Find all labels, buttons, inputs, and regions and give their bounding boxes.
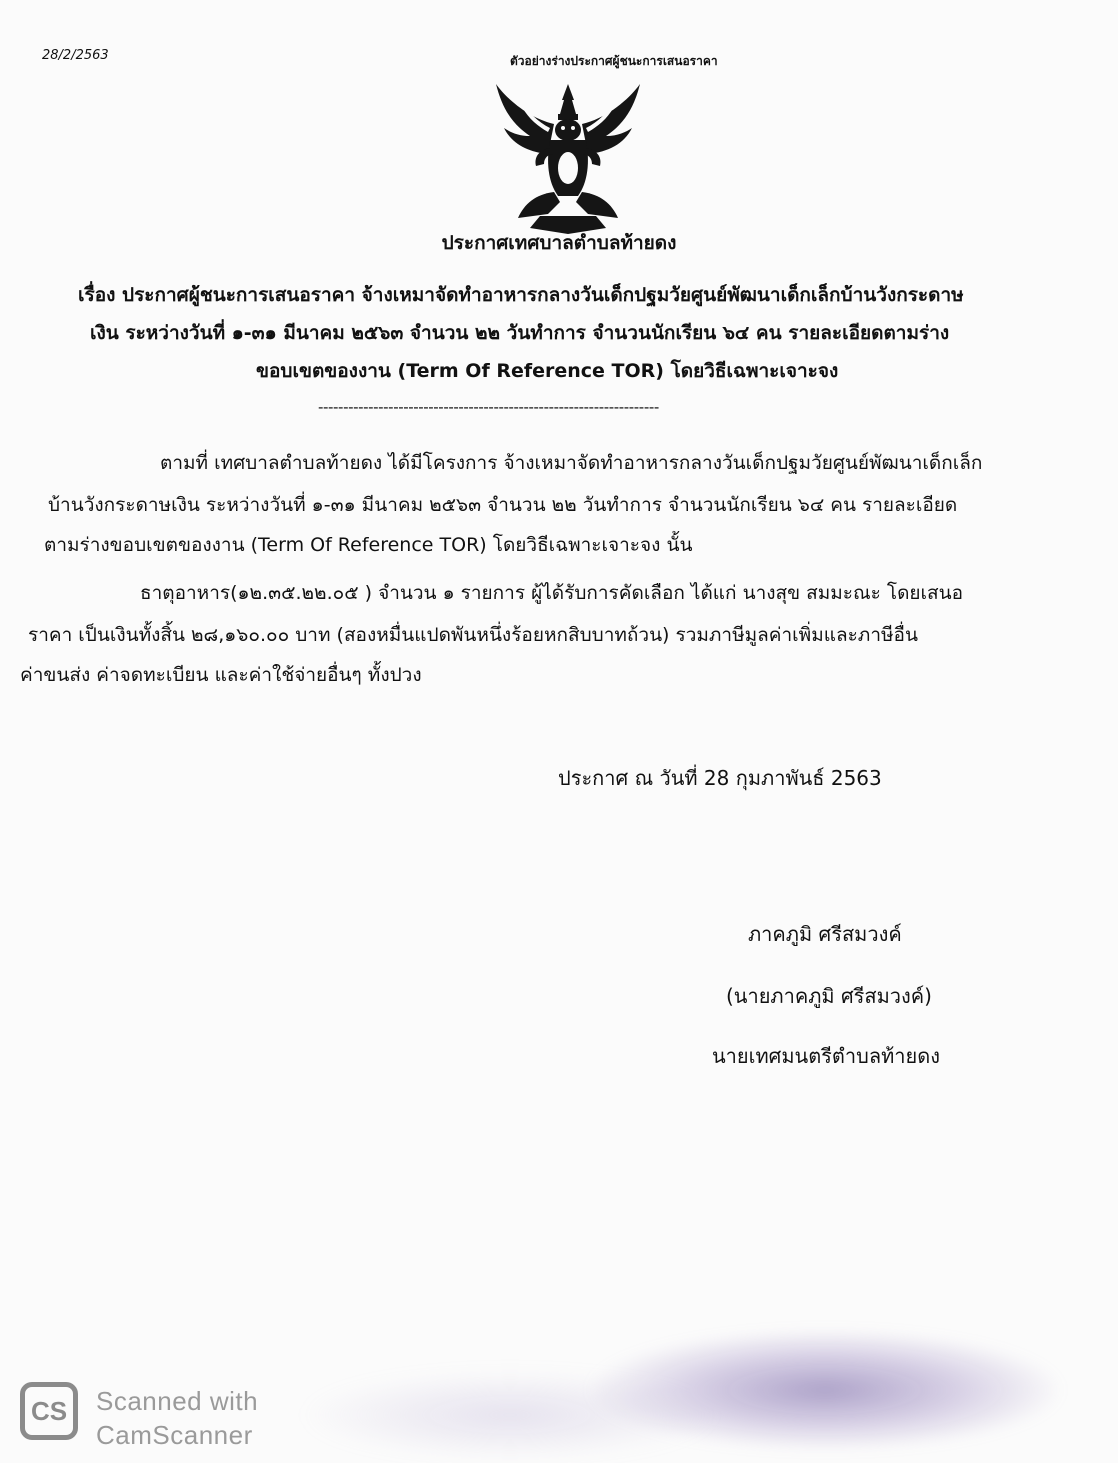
body-paragraph-1-line-1: ตามที่ เทศบาลตำบลท้ายดง ได้มีโครงการ จ้างเหมาจัดทำอาหารกลางวันเด็กปฐมวัยศูนย์พัฒนาเด็กเล็ก <box>160 452 983 474</box>
subject-line-1: เรื่อง ประกาศผู้ชนะการเสนอราคา จ้างเหมาจัดทำอาหารกลางวันเด็กปฐมวัยศูนย์พัฒนาเด็กเล็กบ้านวังกระดาษ <box>78 284 964 306</box>
header-note: ตัวอย่างร่างประกาศผู้ชนะการเสนอราคา <box>510 54 718 68</box>
signature-name-parenthesized: (นายภาคภูมิ ศรีสมวงค์) <box>726 984 932 1008</box>
header-date: 28/2/2563 <box>42 48 109 63</box>
subject-line-2: เงิน ระหว่างวันที่ ๑-๓๑ มีนาคม ๒๕๖๓ จำนวน ๒๒ วันทำการ จำนวนนักเรียน ๖๔ คน รายละเอียดตามร่าง <box>90 322 950 344</box>
watermark-line-2: CamScanner <box>96 1420 253 1450</box>
scan-smudge <box>590 1330 1060 1450</box>
divider-line: -------------------------------------------------------------------- <box>318 398 659 416</box>
announcement-date: ประกาศ ณ วันที่ 28 กุมภาพันธ์ 2563 <box>558 766 882 790</box>
garuda-emblem-icon <box>488 78 648 236</box>
body-paragraph-2-line-1: ธาตุอาหาร(๑๒.๓๕.๒๒.๐๕ ) จำนวน ๑ รายการ ผู้ได้รับการคัดเลือก ได้แก่ นางสุข สมมะณะ โดยเสนอ <box>140 582 964 604</box>
watermark-line-1: Scanned with <box>96 1386 259 1416</box>
signature-position: นายเทศมนตรีตำบลท้ายดง <box>712 1044 940 1068</box>
body-paragraph-1-line-3: ตามร่างขอบเขตของงาน (Term Of Reference TOR) โดยวิธีเฉพาะเจาะจง นั้น <box>44 534 693 556</box>
body-paragraph-2-line-3: ค่าขนส่ง ค่าจดทะเบียน และค่าใช้จ่ายอื่นๆ ทั้งปวง <box>20 664 422 686</box>
subject-line-3: ขอบเขตของงาน (Term Of Reference TOR) โดยวิธีเฉพาะเจาะจง <box>256 360 839 382</box>
signature-name: ภาคภูมิ ศรีสมวงค์ <box>748 922 902 946</box>
camscanner-logo-icon: CS <box>20 1382 78 1440</box>
document-title: ประกาศเทศบาลตำบลท้ายดง <box>441 232 677 254</box>
body-paragraph-1-line-2: บ้านวังกระดาษเงิน ระหว่างวันที่ ๑-๓๑ มีนาคม ๒๕๖๓ จำนวน ๒๒ วันทำการ จำนวนนักเรียน ๖๔ คน รายละเอียด <box>48 494 958 516</box>
body-paragraph-2-line-2: ราคา เป็นเงินทั้งสิ้น ๒๘,๑๖๐.๐๐ บาท (สองหมื่นแปดพันหนึ่งร้อยหกสิบบาทถ้วน) รวมภาษีมูลค่าเพิ่มและภาษีอื่น <box>28 624 918 646</box>
